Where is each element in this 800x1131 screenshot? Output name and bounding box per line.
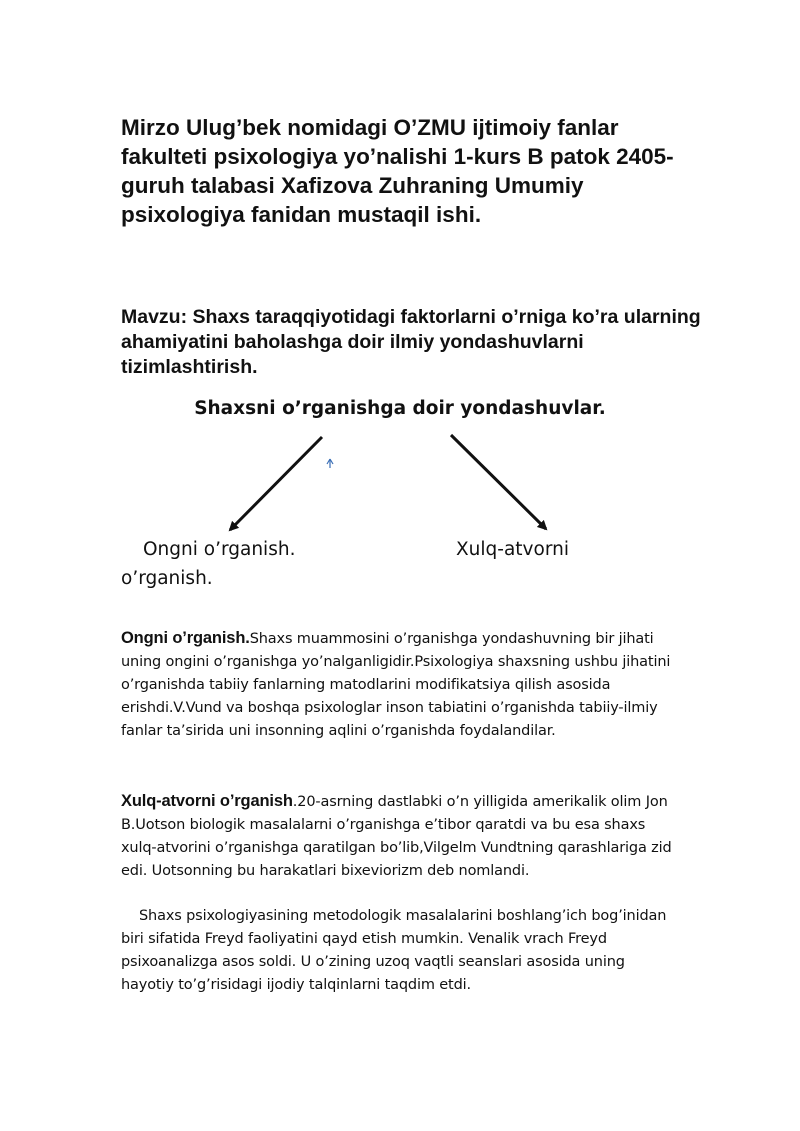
paragraph-lead: Ongni o’rganish. (121, 629, 250, 647)
right-arrow (451, 435, 546, 529)
document-title: Mirzo Ulug’bek nomidagi O’ZMU ijtimoiy fanlar fakulteti psixologiya yo’nalishi 1-kurs B patok 2405-guruh talabasi Xafizova Zuhraning Umumiy psixologiya fanidan mustaqil ishi. (121, 115, 674, 227)
paragraph-lead: Xulq-atvorni o’rganish (121, 792, 293, 810)
paragraph-text: Shaxs muammosini o’rganishga yondashuvning bir jihati uning ongini o’rganishga yo’nalganligidir.Psixologiya shaxsning ushbu jihatini o’rganishda tabiiy fanlarning matodlarini modifikatsiya qilish asosida erishdi.V.Vund va boshqa psixologlar inson tabiatini o’rganishda tabiiy-ilmiy fanlar ta’sirida uni insonning aqlini o’rganishda foydalandilar. (121, 631, 671, 739)
node-consciousness: Ongni o’rganish. (143, 539, 296, 560)
paragraph-freud (121, 905, 681, 997)
topic-heading: Mavzu: Shaxs taraqqiyotidagi faktorlarni o’rniga ko’ra ularning ahamiyatini baholashga doir ilmiy yondashuvlarni tizimlashtirish. (121, 306, 701, 378)
node-behavior: Xulq-atvorni (456, 539, 569, 560)
cursor-arrow-icon (327, 459, 333, 468)
paragraph-consciousness (121, 627, 681, 743)
node-consciousness-wrap: o’rganish. (121, 568, 213, 589)
approaches-diagram (0, 425, 800, 545)
paragraph-text: Shaxs psixologiyasining metodologik masalalarini boshlang’ich bog’inidan biri sifatida Freyd faoliyatini qayd etish mumkin. Venalik vrach Freyd psixoanalizga asos soldi. U o’zining uzoq vaqtli seanslari asosida uning hayotiy to’g’risidagi ijodiy talqinlarni taqdim etdi. (121, 908, 667, 993)
left-arrow (230, 437, 322, 530)
paragraph-behavior (121, 790, 681, 883)
diagram-heading: Shaxsni o’rganishga doir yondashuvlar. (194, 398, 606, 419)
paragraph-text: .20-asrning dastlabki o’n yilligida amerikalik olim Jon B.Uotson biologik masalalarni o’rganishga e’tibor qaratdi va bu esa shaxs xulq-atvorini o’rganishga qaratilgan bo’lib,Vilgelm Vundtning qarashlariga zid edi. Uotsonning bu harakatlari bixeviorizm deb nomlandi. (121, 794, 672, 879)
